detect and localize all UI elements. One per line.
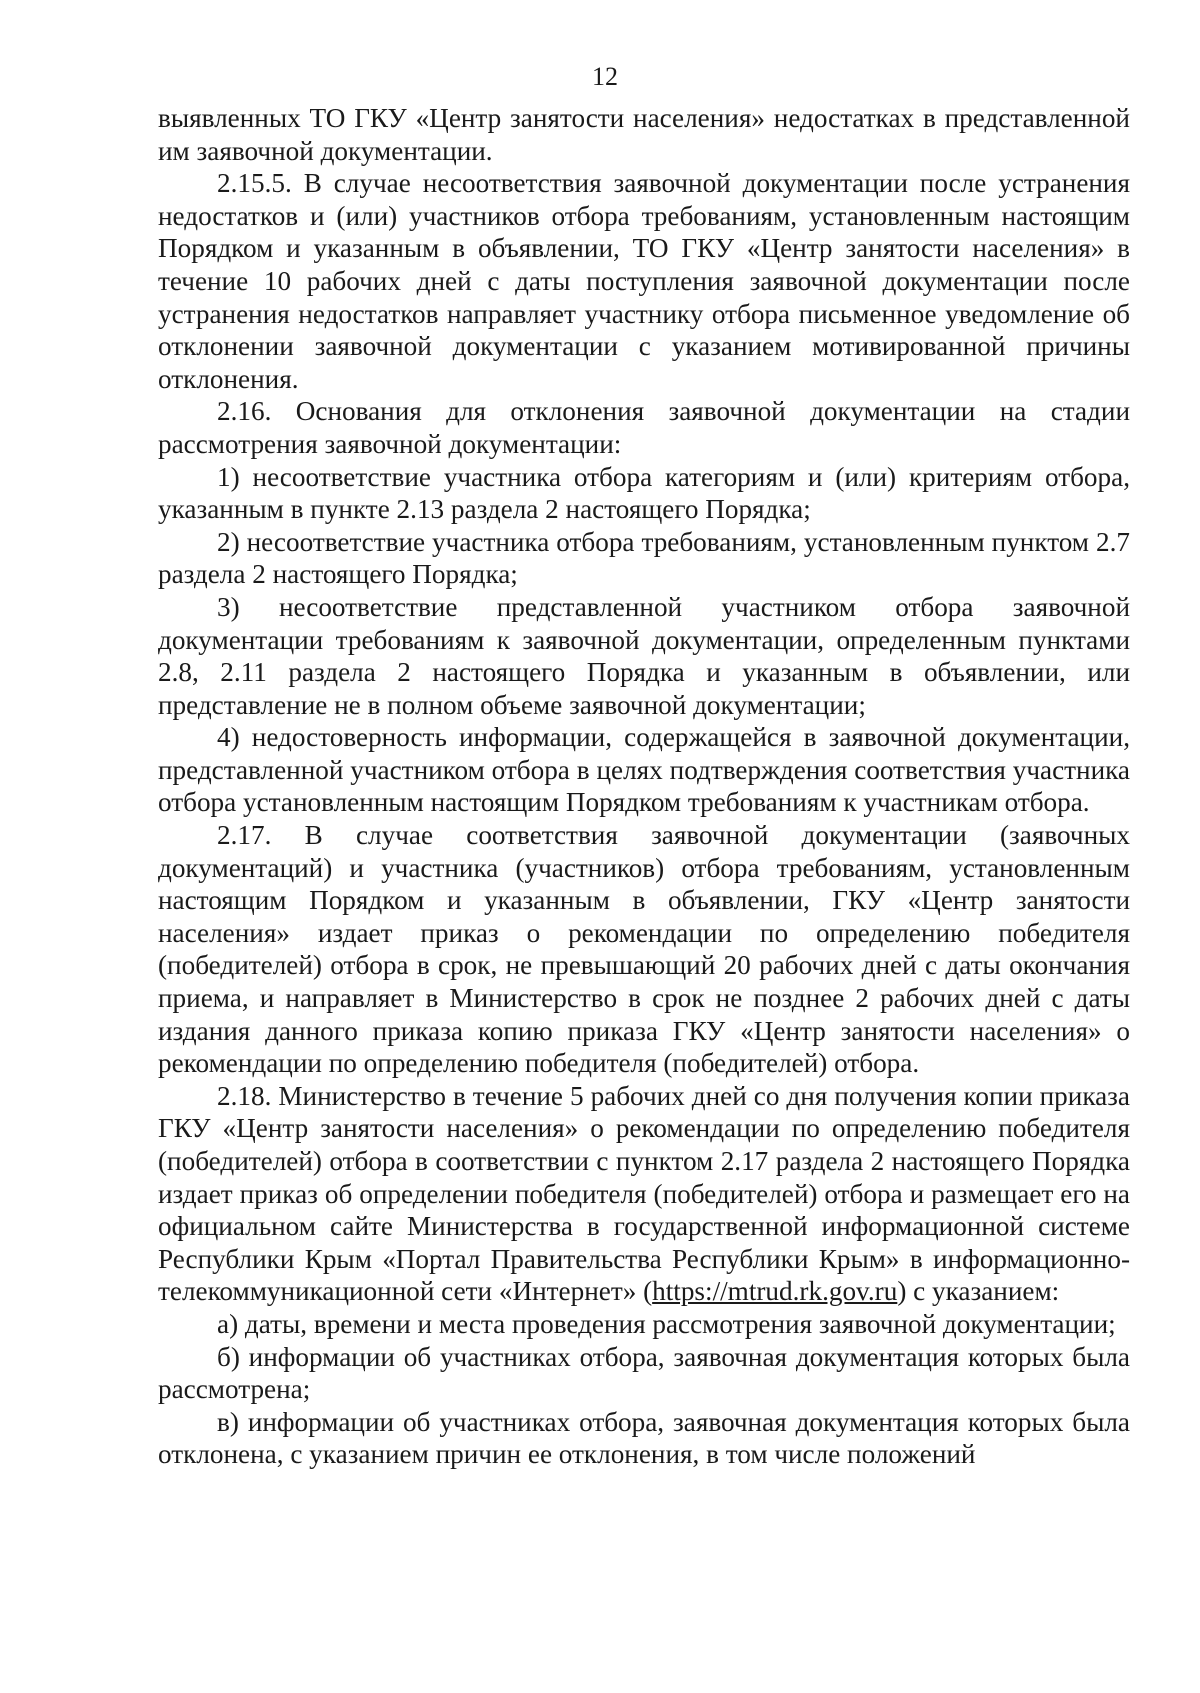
paragraph-2-18-text: 2.18. Министерство в течение 5 рабочих дней со дня получения копии приказа ГКУ «Центр занятости населения» о рекомендации по определению победителя (победителей) отбора в соответствии с пунктом 2.17 раздела 2 настоящего Порядка издает приказ об определении победителя (победителей) отбора и размещает его на официальном сайте Министерства в государственной информационной системе Республики Крым «Портал Правительства Республики Крым» в информационно-телекоммуникационной сети «Интернет» ( — [158, 1080, 1130, 1307]
list-item-3: 3) несоответствие представленной участником отбора заявочной документации требованиям к заявочной документации, определенным пунктами 2.8, 2.11 раздела 2 настоящего Порядка и указанным в объявлении, или представление не в полном объеме заявочной документации; — [158, 591, 1130, 720]
list-item-b: б) информации об участниках отбора, заявочная документация которых была рассмотрена; — [158, 1341, 1130, 1405]
list-item-4: 4) недостоверность информации, содержащейся в заявочной документации, представленной участником отбора в целях подтверждения соответствия участника отбора установленным настоящим Порядком требованиям к участникам отбора. — [158, 722, 1130, 818]
list-item-a: а) даты, времени и места проведения рассмотрения заявочной документации; — [217, 1308, 1116, 1339]
paragraph-2-15-5: 2.15.5. В случае несоответствия заявочной документации после устранения недостатков и (или) участников отбора требованиям, установленным настоящим Порядком и указанным в объявлении, ТО ГКУ «Центр занятости населения» в течение 10 рабочих дней с даты поступления заявочной документации после устранения недостатков направляет участнику отбора письменное уведомление об отклонении заявочной документации с указанием мотивированной причины отклонения. — [158, 168, 1130, 394]
paragraph-continuation: выявленных ТО ГКУ «Центр занятости населения» недостатках в представленной им заявочной документации. — [158, 103, 1130, 166]
page-number: 12 — [592, 62, 618, 91]
paragraph-2-18-tail: ) с указанием: — [897, 1276, 1060, 1307]
document-body — [158, 102, 1130, 1471]
ministry-website-link[interactable]: https://mtrud.rk.gov.ru — [652, 1276, 898, 1307]
paragraph-2-18 — [158, 1080, 1130, 1308]
list-item-v: в) информации об участниках отбора, заявочная документация которых была отклонена, с указанием причин ее отклонения, в том числе положений — [158, 1406, 1130, 1470]
list-item-1: 1) несоответствие участника отбора категориям и (или) критериям отбора, указанным в пункте 2.13 раздела 2 настоящего Порядка; — [158, 461, 1130, 525]
paragraph-2-17: 2.17. В случае соответствия заявочной документации (заявочных документаций) и участника (участников) отбора требованиям, установленным настоящим Порядком и указанным в объявлении, ГКУ «Центр занятости населения» издает приказ о рекомендации по определению победителя (победителей) отбора в срок, не превышающий 20 рабочих дней с даты окончания приема, и направляет в Министерство в срок не позднее 2 рабочих дней с даты издания данного приказа копию приказа ГКУ «Центр занятости населения» о рекомендации по определению победителя (победителей) отбора. — [158, 820, 1130, 1079]
paragraph-2-16: 2.16. Основания для отклонения заявочной документации на стадии рассмотрения заявочной документации: — [158, 396, 1130, 459]
list-item-2: 2) несоответствие участника отбора требованиям, установленным пунктом 2.7 раздела 2 настоящего Порядка; — [158, 526, 1130, 590]
